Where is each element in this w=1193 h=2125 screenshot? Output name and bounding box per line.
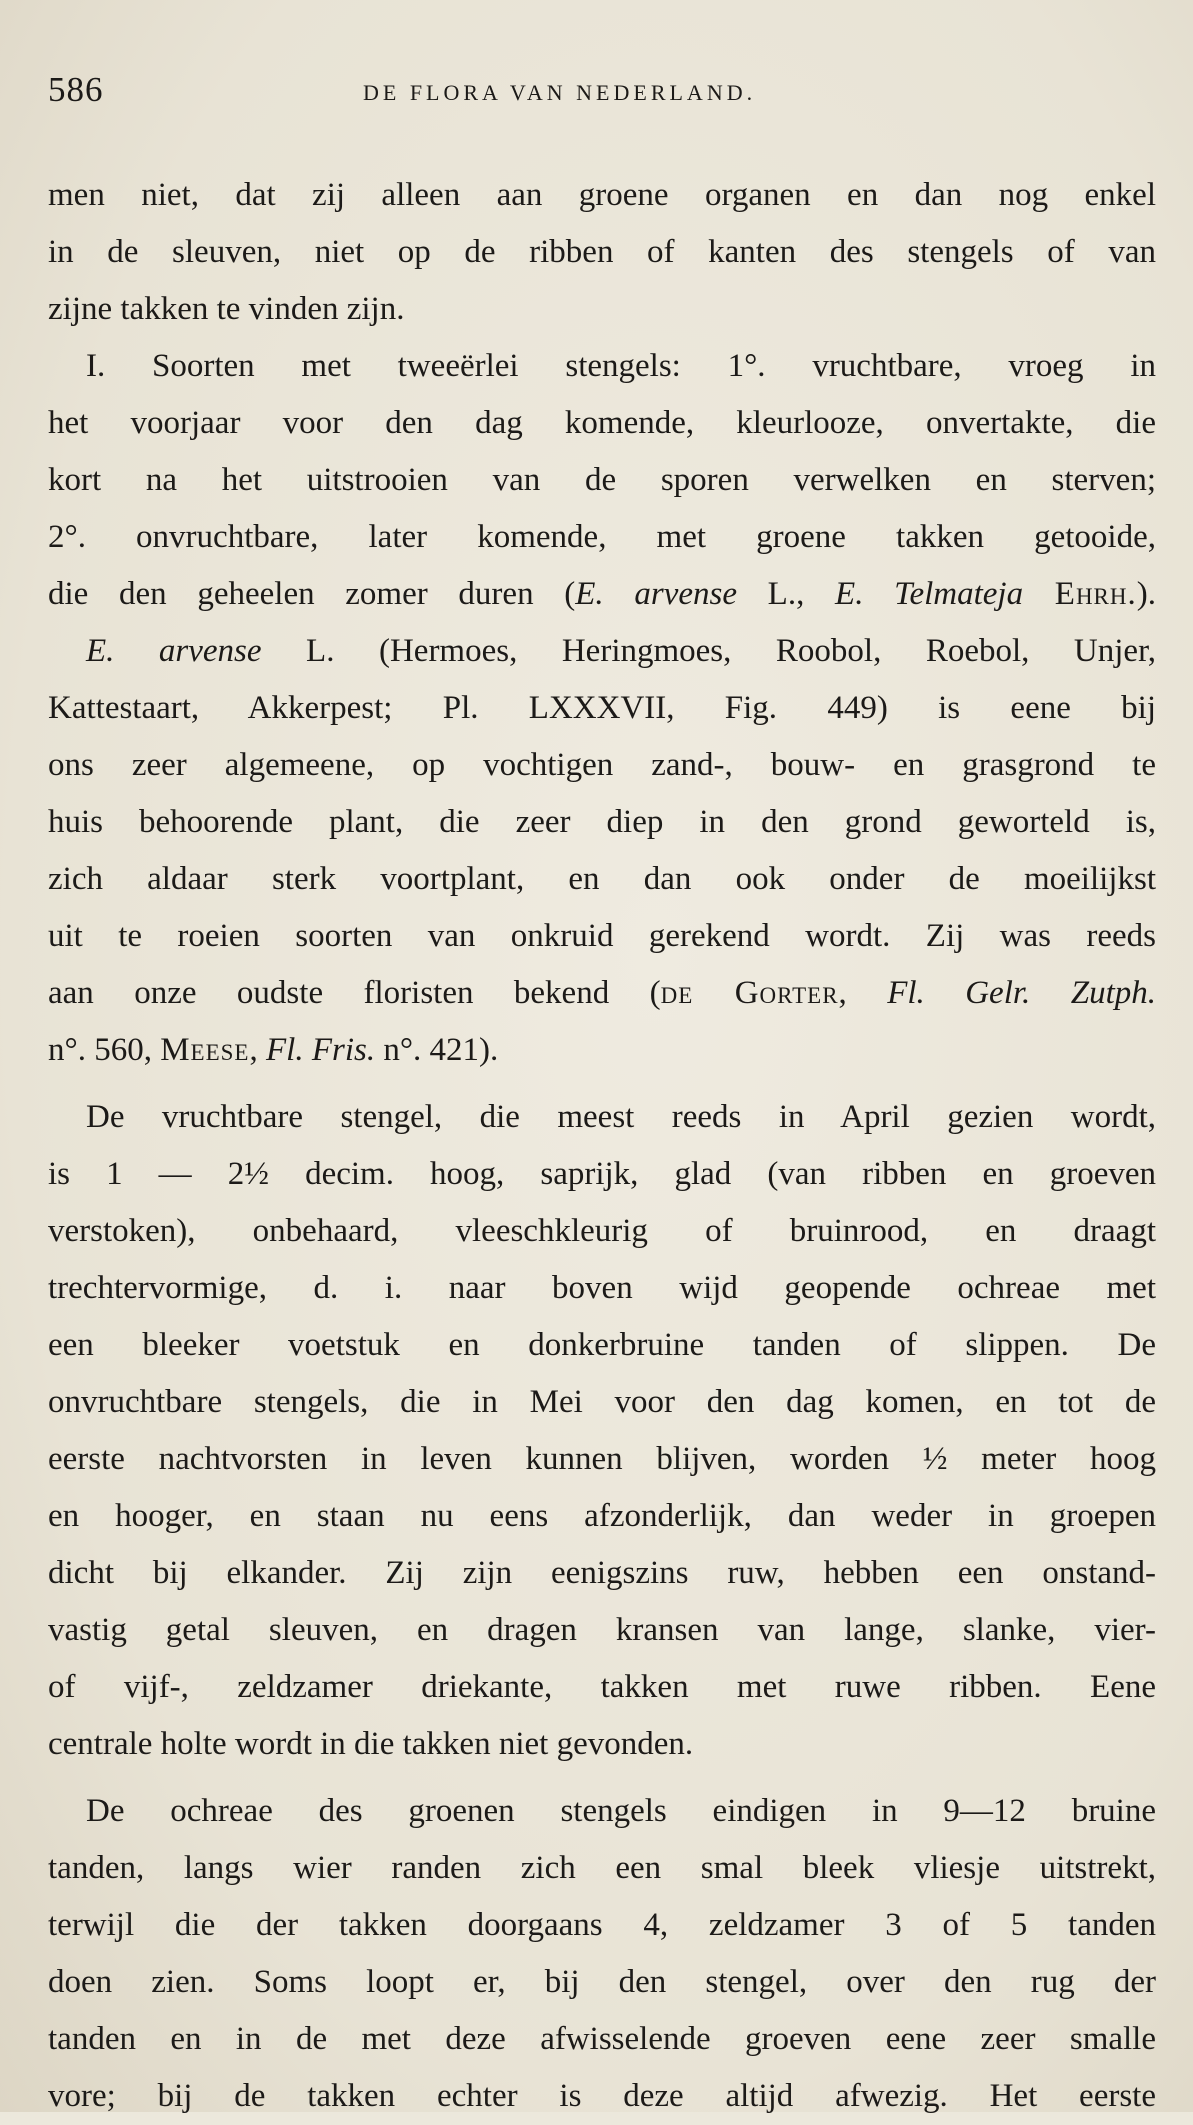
text-line: trechtervormige, d. i. naar boven wijd geopende ochreae met — [48, 1270, 1156, 1306]
text-line — [48, 965, 1156, 1022]
text-line: men niet, dat zij alleen aan groene organen en dan nog enkel — [48, 177, 1156, 213]
text-line — [48, 623, 1156, 680]
author-name: de Gorter — [660, 975, 839, 1011]
species-name: E. Telmateja — [835, 576, 1024, 612]
text-line: het voorjaar voor den dag komende, kleurlooze, onvertakte, die — [48, 405, 1156, 441]
text-line: vore; bij de takken echter is deze altijd afwezig. Het eerste — [48, 2078, 1156, 2114]
text-line: uit te roeien soorten van onkruid gerekend wordt. Zij was reeds — [48, 918, 1156, 954]
text-line: verstoken), onbehaard, vleeschkleurig of bruinrood, en draagt — [48, 1213, 1156, 1249]
text-line: ons zeer algemeene, op vochtigen zand-, bouw- en grasgrond te — [48, 747, 1156, 783]
page-header — [48, 70, 1148, 120]
text-line: De vruchtbare stengel, die meest reeds in April gezien wordt, — [86, 1099, 1156, 1135]
line-segment: n°. 421). — [375, 1032, 499, 1068]
flora-title: Fl. Gelr. Zutph. — [887, 975, 1156, 1011]
author-name: Meese — [160, 1032, 250, 1068]
text-line: zijne takken te vinden zijn. — [48, 291, 405, 327]
text-line: terwijl die der takken doorgaans 4, zeldzamer 3 of 5 tanden — [48, 1907, 1156, 1943]
text-line: tanden, langs wier randen zich een smal bleek vliesje uitstrekt, — [48, 1850, 1156, 1886]
text-line: zich aldaar sterk voortplant, en dan ook onder de moeilijkst — [48, 861, 1156, 897]
text-line: dicht bij elkander. Zij zijn eenigszins ruw, hebben een onstand- — [48, 1555, 1156, 1591]
line-segment: n°. 560, — [48, 1032, 161, 1068]
text-line: en hooger, en staan nu eens afzonderlijk, dan weder in groepen — [48, 1498, 1156, 1534]
line-segment: , — [838, 975, 888, 1011]
text-line: in de sleuven, niet op de ribben of kanten des stengels of van — [48, 234, 1156, 270]
line-segment: ). — [1136, 576, 1157, 612]
text-line — [48, 1022, 1156, 1079]
author-name: Ehrh. — [1023, 576, 1137, 612]
text-line: een bleeker voetstuk en donkerbruine tanden of slippen. De — [48, 1327, 1156, 1363]
text-line: Kattestaart, Akkerpest; Pl. LXXXVII, Fig. 449) is eene bij — [48, 690, 1156, 726]
flora-title: Fl. Fris. — [266, 1032, 376, 1068]
line-segment: aan onze oudste floristen bekend ( — [48, 975, 661, 1011]
line-segment: L. (Hermoes, Heringmoes, Roobol, Roebol, Unjer, — [261, 633, 1156, 669]
text-line: 2°. onvruchtbare, later komende, met groene takken getooide, — [48, 519, 1156, 555]
text-line: of vijf-, zeldzamer driekante, takken met ruwe ribben. Eene — [48, 1669, 1156, 1705]
text-line: eerste nachtvorsten in leven kunnen blijven, worden ½ meter hoog — [48, 1441, 1156, 1477]
page-number: 586 — [48, 70, 104, 109]
text-line: vastig getal sleuven, en dragen kransen van lange, slanke, vier- — [48, 1612, 1156, 1648]
species-name: E. arvense — [575, 576, 737, 612]
text-line: is 1 — 2½ decim. hoog, saprijk, glad (van ribben en groeven — [48, 1156, 1156, 1192]
text-line: doen zien. Soms loopt er, bij den stengel, over den rug der — [48, 1964, 1156, 2000]
text-line: tanden en in de met deze afwisselende groeven eene zeer smalle — [48, 2021, 1156, 2057]
line-segment: L., — [736, 576, 836, 612]
text-line: I. Soorten met tweeërlei stengels: 1°. vruchtbare, vroeg in — [86, 348, 1156, 384]
body-text — [48, 167, 1156, 2125]
line-segment: die den geheelen zomer duren ( — [48, 576, 576, 612]
text-line: huis behoorende plant, die zeer diep in den grond geworteld is, — [48, 804, 1156, 840]
species-name: E. arvense — [86, 633, 262, 669]
running-head: DE FLORA VAN NEDERLAND. — [363, 80, 757, 105]
text-line: onvruchtbare stengels, die in Mei voor den dag komen, en tot de — [48, 1384, 1156, 1420]
text-line — [48, 566, 1156, 623]
line-segment: , — [249, 1032, 266, 1068]
text-line: kort na het uitstrooien van de sporen verwelken en sterven; — [48, 462, 1156, 498]
text-line: De ochreae des groenen stengels eindigen in 9—12 bruine — [86, 1793, 1156, 1829]
text-line: centrale holte wordt in die takken niet gevonden. — [48, 1726, 694, 1762]
